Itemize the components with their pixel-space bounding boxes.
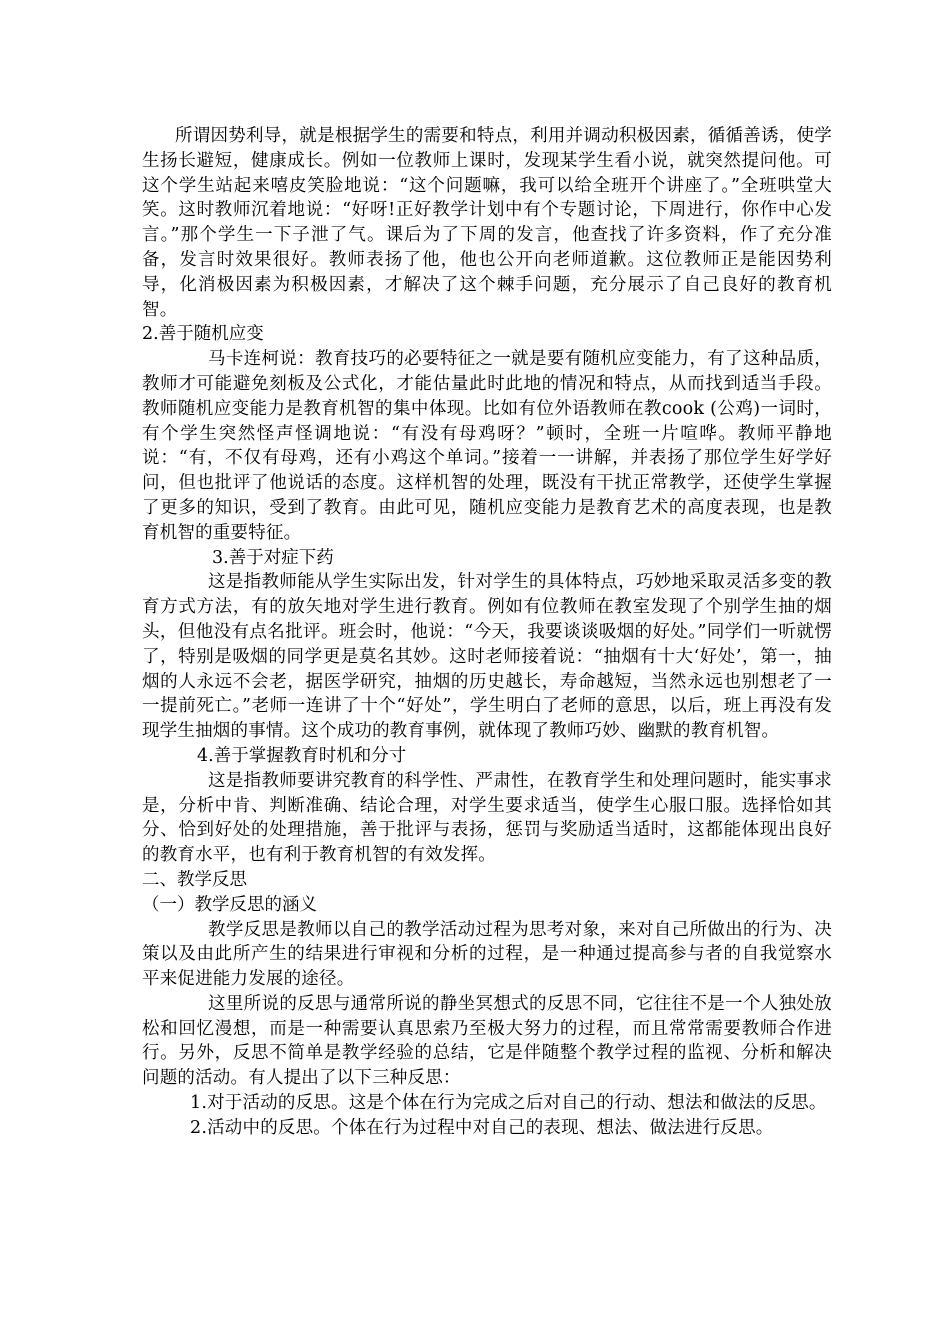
paragraph-guidance: 所谓因势利导，就是根据学生的需要和特点，利用并调动积极因素，循循善诱，使学生扬长避短，健康成长。例如一位教师上课时，发现某学生看小说，就突然提问他。可这个学生站起来嘻皮笑脸地说：“这个问题嘛，我可以给全班开个讲座了。”全班哄堂大笑。这时教师沉着地说：“好呀!正好教学计划中有个专题讨论，下周进行，你作中心发言。”那个学生一下子泄了气。课后为了下周的发言，他查找了许多资料，作了充分准备，发言时效果很好。教师表扬了他，他也公开向老师道歉。这位教师正是能因势利导，化消极因素为积极因素，才解决了这个棘手问题，充分展示了自己良好的教育机智。 bbox=[142, 126, 832, 320]
paragraph-reflection-difference: 这里所说的反思与通常所说的静坐冥想式的反思不同，它往往不是一个人独处放松和回忆漫想，而是一种需要认真思索乃至极大努力的过程，而且常常需要教师合作进行。另外，反思不简单是教学经验的总结，它是伴随整个教学过程的监视、分析和解决问题的活动。有人提出了以下三种反思： bbox=[142, 993, 832, 1089]
heading-timing-measure: 4.善于掌握教育时机和分寸 bbox=[197, 745, 407, 766]
heading-adaptability: 2.善于随机应变 bbox=[142, 324, 264, 345]
document-page bbox=[142, 124, 832, 1141]
heading-targeted-remedy: 3.善于对症下药 bbox=[212, 547, 334, 568]
paragraph-targeted-remedy: 这是指教师能从学生实际出发，针对学生的具体特点，巧妙地采取灵活多变的教育方式方法，有的放矢地对学生进行教育。例如有位教师在教室发现了个别学生抽的烟头，但他没有点名批评。班会时，他说：“今天，我要谈谈吸烟的好处。”同学们一听就愣了，特别是吸烟的同学更是莫名其妙。这时老师接着说：“抽烟有十大‘好处’，第一，抽烟的人永远不会老，据医学研究，抽烟的历史越长，寿命越短，当然永远也别想老了一一提前死亡。”老师一连讲了十个“好处”，学生明白了老师的意思，以后，班上再没有发现学生抽烟的事情。这个成功的教育事例，就体现了教师巧妙、幽默的教育机智。 bbox=[142, 572, 832, 742]
section-heading-teaching-reflection: 二、教学反思 bbox=[142, 869, 247, 890]
paragraph-reflection-definition: 教学反思是教师以自己的教学活动过程为思考对象，来对自己所做出的行为、决策以及由此所产生的结果进行审视和分析的过程，是一种通过提高参与者的自我觉察水平来促进能力发展的途径。 bbox=[142, 919, 832, 990]
list-item-reflection-in-action: 2.活动中的反思。个体在行为过程中对自己的表现、想法、做法进行反思。 bbox=[190, 1117, 774, 1138]
paragraph-timing-measure: 这是指教师要讲究教育的科学性、严肃性，在教育学生和处理问题时，能实事求是，分析中肯、判断准确、结论合理，对学生要求适当，使学生心服口服。选择恰如其分、恰到好处的处理措施，善于批评与表扬，惩罚与奖励适当适时，这都能体现出良好的教育水平，也有利于教育机智的有效发挥。 bbox=[142, 770, 832, 866]
paragraph-adaptability: 马卡连柯说：教育技巧的必要特征之一就是要有随机应变能力，有了这种品质，教师才可能避免刻板及公式化，才能估量此时此地的情况和特点，从而找到适当手段。教师随机应变能力是教育机智的集中体现。比如有位外语教师在教cook (公鸡)一词时，有个学生突然怪声怪调地说：“有没有母鸡呀？”顿时，全班一片喧哗。教师平静地说：“有，不仅有母鸡，还有小鸡这个单词。”接着一一讲解，并表扬了那位学生好学好问，但也批评了他说话的态度。这样机智的处理，既没有干扰正常教学，还使学生掌握了更多的知识，受到了教育。由此可见，随机应变能力是教育艺术的高度表现，也是教育机智的重要特征。 bbox=[142, 349, 832, 543]
subheading-reflection-meaning: （一）教学反思的涵义 bbox=[142, 894, 317, 915]
list-item-reflection-on-action: 1.对于活动的反思。这是个体在行为完成之后对自己的行动、想法和做法的反思。 bbox=[190, 1093, 827, 1114]
